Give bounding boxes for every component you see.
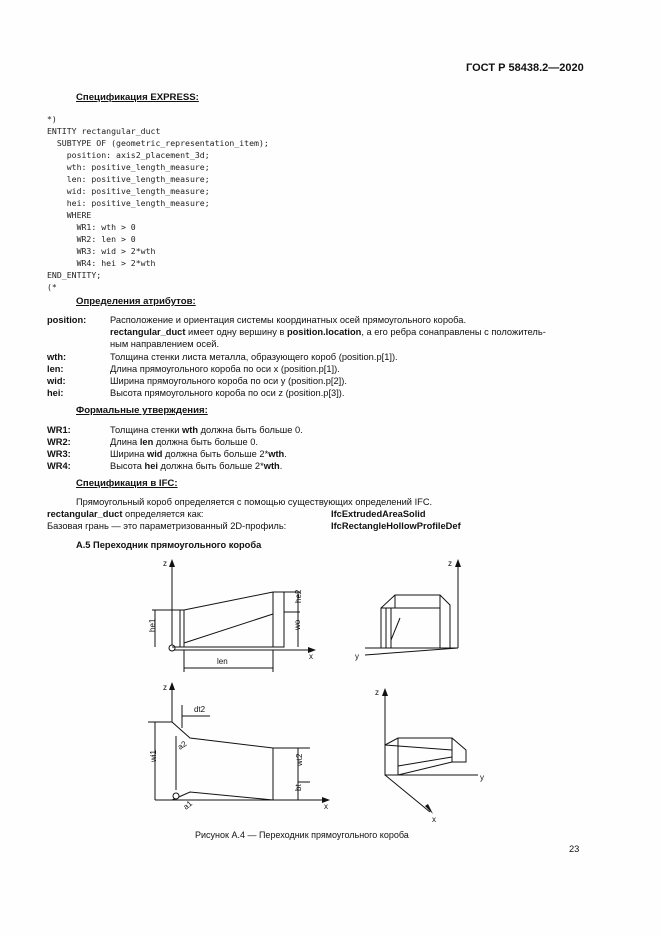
iso-z-label: z [448, 559, 452, 568]
rule-text: должна быть больше 0. [198, 425, 303, 435]
ifc-intro: Прямоугольный короб определяется с помощью существующих определений IFC. [76, 497, 433, 507]
section-a5-title: А.5 Переходник прямоугольного короба [76, 540, 262, 550]
rule-text: Толщина стенки [110, 425, 183, 435]
express-line: WR1: wth > 0 [47, 222, 136, 232]
attr-term-position: position: [47, 315, 87, 325]
express-line: *) [47, 114, 57, 124]
entity-name: rectangular_duct [47, 509, 123, 519]
document-id: ГОСТ Р 58438.2—2020 [466, 62, 584, 74]
rule-text: . [284, 449, 287, 459]
rule-text: должна быть больше 0. [153, 437, 258, 447]
plan-view [148, 682, 330, 812]
attr-term-len: len: [47, 364, 64, 374]
dim-he2: he2 [294, 589, 303, 603]
ifc-row2-label: Базовая грань — это параметризованный 2D-профиль: [47, 521, 287, 531]
dim-a2: a2 [175, 739, 189, 752]
iso2-x-label: x [432, 815, 436, 824]
iso-y-label: y [355, 652, 359, 661]
ifc-row1-value: IfcExtrudedAreaSolid [331, 509, 426, 519]
rule-term-wr3: WR3: [47, 449, 71, 459]
rule-attr: wth [268, 449, 285, 459]
rule-text: Высота [110, 461, 145, 471]
express-line: wth: positive_length_measure; [47, 162, 210, 172]
rule-attr: wth [182, 425, 199, 435]
rule-text: должна быть больше 2* [157, 461, 264, 471]
rule-text: Длина [110, 437, 140, 447]
dim-dt2: dt2 [194, 705, 206, 714]
dim-wi1: wi1 [149, 749, 158, 762]
express-line: (* [47, 282, 57, 292]
page-number: 23 [569, 844, 580, 854]
rule-term-wr4: WR4: [47, 461, 71, 471]
express-line: WHERE [47, 210, 92, 220]
figure-caption: Рисунок А.4 — Переходник прямоугольного короба [195, 830, 409, 840]
attr-position-line3: ным направлением осей. [110, 339, 220, 349]
ifc-row1-text: определяется как: [122, 509, 204, 519]
iso-view-top [355, 559, 461, 661]
iso2-y-label: y [480, 773, 484, 782]
axis-z-label: z [163, 559, 167, 568]
express-line: WR2: len > 0 [47, 234, 136, 244]
rule-text: должна быть больше 2* [162, 449, 269, 459]
attr-term-wid: wid: [47, 376, 66, 386]
express-line: WR4: hei > 2*wth [47, 258, 156, 268]
dim-wo: wo [293, 619, 302, 630]
attr-position-text: имеет одну вершину в [185, 327, 287, 337]
attr-hei-text: Высота прямоугольного короба по оси z (position.p[3]). [110, 388, 345, 398]
plan-z-label: z [163, 683, 167, 692]
express-line: len: positive_length_measure; [47, 174, 210, 184]
plan-x-label: x [324, 802, 328, 811]
express-title: Спецификация EXPRESS: [76, 92, 199, 103]
rule-term-wr1: WR1: [47, 425, 71, 435]
express-line: WR3: wid > 2*wth [47, 246, 156, 256]
rule-text: Ширина [110, 449, 147, 459]
rule-attr: wid [146, 449, 163, 459]
express-line: hei: positive_length_measure; [47, 198, 210, 208]
attr-term-hei: hei: [47, 388, 64, 398]
dim-len: len [217, 657, 228, 666]
attributes-title: Определения атрибутов: [76, 296, 196, 307]
dim-wt2: wt2 [295, 753, 304, 766]
ifc-row2-value: IfcRectangleHollowProfileDef [331, 521, 461, 531]
dim-a1: a1 [181, 798, 195, 812]
attr-position-line1: Расположение и ориентация системы координатных осей прямоугольного короба. [110, 315, 467, 325]
rule-text: . [279, 461, 283, 471]
attr-len-text: Длина прямоугольного короба по оси x (position.p[1]). [110, 364, 340, 374]
iso2-z-label: z [375, 688, 379, 697]
dim-bt: bt [294, 784, 303, 791]
express-line: SUBTYPE OF (geometric_representation_item); [47, 138, 269, 148]
rule-attr: len [139, 437, 154, 447]
attr-term-wth: wth: [47, 352, 67, 362]
dim-he1: he1 [148, 618, 157, 632]
rule-attr: wth [263, 461, 280, 471]
rule-attr: hei [144, 461, 158, 471]
axis-x-label: x [309, 652, 313, 661]
rule-term-wr2: WR2: [47, 437, 71, 447]
ifc-title: Спецификация в IFC: [76, 478, 178, 489]
express-line: ENTITY rectangular_duct [47, 126, 161, 136]
entity-name: rectangular_duct [110, 327, 186, 337]
attr-wth-text: Толщина стенки листа металла, образующего короб (position.p[1]). [110, 352, 398, 362]
express-line: position: axis2_placement_3d; [47, 150, 210, 160]
side-view [148, 559, 316, 672]
express-line: END_ENTITY; [47, 270, 102, 280]
express-line: wid: positive_length_measure; [47, 186, 210, 196]
position-location: position.location [286, 327, 362, 337]
rules-title: Формальные утверждения: [76, 405, 208, 416]
iso-view-bottom [375, 688, 484, 824]
attr-position-text2: , а его ребра сонаправлены с положитель- [361, 327, 546, 337]
attr-wid-text: Ширина прямоугольного короба по оси y (position.p[2]). [110, 376, 347, 386]
